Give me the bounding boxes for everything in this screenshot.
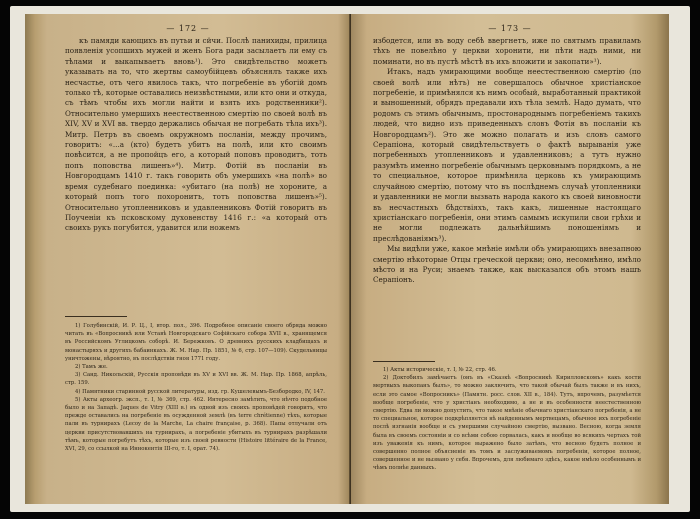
right-page-body: [373, 36, 641, 286]
left-page-number: — 172 —: [166, 24, 210, 33]
footnote: 3) Санд. Никольскій, Русскія проповѣди въ XV и XVI вв. Ж. М. Нар. Пр. 1868, апрѣль, стр. 159.: [65, 372, 327, 387]
left-page-body: [65, 36, 327, 234]
left-footnote-rule: [65, 316, 127, 317]
footnote: 2) Доктобилъ замѣчаетъ (онъ въ «Сказкѣ «Вопросникѣ Кирилловскомъ» какъ кости мертвыхъ выкопанъ былъ», то можно заключить, что такой обычай былъ также и въ нихъ, если это самое «Вопросникъ» (Памятн. росс. слов. XII в., 184). Тутъ, впрочемъ, разумѣется вообще погребеніе, что у христіанъ необходимо, а не и въ особенности неестественною смертію. Едва ли можно допустить, что такое мнѣніе обычнаго христіанскаго погребенія, а не то специальное, которое подкрѣпляется нѣ найденнымъ мертвецамъ, обычное ихъ погребеніе послѣ изгнанія вообще и съ умершими случайною смертію, вызвано. Весною, когда земля была въ своемъ состояніи и со всѣми собою сорвалась, какъ и вообще во всякихъ чертахъ той изъ уваженія къ нимъ, которое выражено было затѣмъ, что весною будетъ полное и совершенно полное объясненіе въ томъ и заслуживаемомъ погребеніи, которое полное, совершенное и не вызвано у себя. Впрочемъ, для любимаго здѣсь, какое имѣло особеннымъ и чѣмъ полнѣе данныхъ.: [373, 375, 641, 472]
footnote: 5) Акты археогр. эксп., т. I, № 369, стр. 462. Интересно замѣтить, что нѣчто подобное было и на Западѣ. Jaques de Vitry (XIII в.) въ одной изъ своихъ проповѣдей говоритъ, что прежде оставались на погребеніе въ осужденной землѣ (въ terre chrétienne) тѣхъ, которые пали въ турнирахъ (Lecoy de la Marche, La chaire française, p. 368). Папы отлучали отъ церкви присутствовавшихъ на турнирахъ, а погребеніе убитыхъ въ турнирахъ разрѣшали тѣмъ, которые погребутъ тѣхъ, которые изъ своей ревности (Histoire littéraire de la France, XVI, 29, со ссылкой на Иннокентія III-го, т. I, орат. 74).: [65, 396, 327, 453]
footnote: 4) Памятники старинной русской литературы, изд. гр. Кушелевымъ-Безбородко, IV, 147.: [75, 388, 325, 395]
right-paragraph: Мы видѣли уже, какое мнѣніе имѣли объ умирающихъ внезапною смертію нѣкоторые Отцы греческой церкви; оно, несомнѣнно, имѣло мѣсто и на Руси; знаемъ также, как высказался объ этомъ нашъ Серапіонъ.: [373, 244, 641, 285]
right-page: [351, 14, 669, 504]
right-footnotes: [373, 366, 641, 473]
left-paragraph: къ памяди кающихъ въ путьи и сйчи. Послѣ панихиды, прилица появленія усопшихъ мужей и женъ Бога ради засылаетъ ли ему съ тѣлами и выкапываетъ вновь¹). Это свидѣтельство можетъ указывать на то, что жертвы самоубійцевъ объяснялъ также ихъ несчастье, отъ чего явилось такъ, что погребеніе въ убогій домъ только тѣ, которые оставались неизвѣстными, или кто они и откуда, съ тѣмъ чтобы ихъ могли найти и взять ихъ родственники²). Относительно умершихъ неестественною смертію по своей волѣ въ XIV, XV и XVI вв. твердо держались обычая не погребать тѣла ихъ³). Митр. Петръ въ своемъ окружномъ посланіи, между прочимъ, говоритъ: «...а (кто) будетъ убитъ на полѣ, или кто своимъ повѣсится, а не пропойцъ его, а который поповъ проводитъ, тоть попъ поповства лишенъ»⁴). Митр. Фотій въ посланіи въ Новгородцамъ 1410 г. такъ говорить объ умершихъ «на полѣ» во время судебнаго поединка: «убитаго (на полѣ) не хороните, а который попъ того похоронитъ, тотъ поповства лишенъ»⁵). Относительно утопленниковъ и удавленниковъ Фотій говоритъ въ Поученіи къ псковскому духовенству 1416 г.: «а который отъ своихъ рукъ погубится, удавится или ножемъ: [65, 36, 327, 233]
left-footnotes: [65, 322, 327, 453]
footnote: 1) Голубинскій, И. Р. Ц., I, втор. пол., 396. Подробное описаніе своего обряда можно читать въ «Вопросникѣ или Уставѣ Новгородскаго Софійскаго собора XVII в., хранящемся въ Российскомъ Углицкомъ соборѣ. И. Бережковъ. О древнихъ русскихъ кладбищахъ и монастыряхъ и другихъ бабаинкахъ. Ж. М. Нар. Пр. 1851, № 6, стр. 107—109). Скудельницы уничтожены, вѣроятно, въ послѣдствіи гноя 1771 году.: [65, 323, 327, 362]
right-paragraph: избодется, или въ воду себѣ ввергнетъ, иже по святымъ правиламъ тѣхъ не повелѣно у церкви хоронити, ни пѣти надъ ними, ни поминати, но въ пустѣ мѣстѣ въ ихъ вложити и закопати»¹).: [373, 36, 641, 66]
right-page-number: — 173 —: [488, 24, 532, 33]
footnote: 2) Тамъ же.: [75, 364, 108, 371]
left-page: [25, 14, 351, 504]
open-book: [10, 6, 690, 512]
right-paragraph: Итакъ, надъ умирающими вообще неестественною смертію (по своей волѣ или нѣтъ) не совершалось обычное христіанское погребеніе, и примѣнялся къ нимъ особый, выработанный практикой и выношенный, обрядъ предавали ихъ тѣла землѣ. Надо думать, что родомъ съ этимъ обычнымъ, простонароднымъ погребеніемъ такихъ людей, что видно изъ приведенныхъ словъ Фотія въ посланіи къ Новгородцамъ²). Это же можно полагать и изъ словъ самого Серапіона, который свидѣтельствуетъ о фактѣ вырыванія уже погребенныхъ утопленниковъ и удавленниковъ; а тутъ нужно разумѣть именно погребеніе обычнымъ церковнымъ порядкомъ, а не то специальное, которое примѣняла церковь къ умирающимъ случайною смертію, потому что въ послѣднемъ случаѣ утопленники и удавленники не могли вызвать народа какого къ своей виновности въ несчастныхъ бѣдствіяхъ, такъ какъ, лишенные настоящаго христіанскаго погребенія, они этимъ самымъ искупили свои грѣхи и не могли подлежать дальнѣйшимъ поношеніямъ и преслѣдованіямъ³).: [373, 67, 641, 243]
footnote: 1) Акты историческіе, т. I, № 22, стр. 46.: [383, 367, 497, 373]
right-footnote-rule: [373, 361, 435, 362]
